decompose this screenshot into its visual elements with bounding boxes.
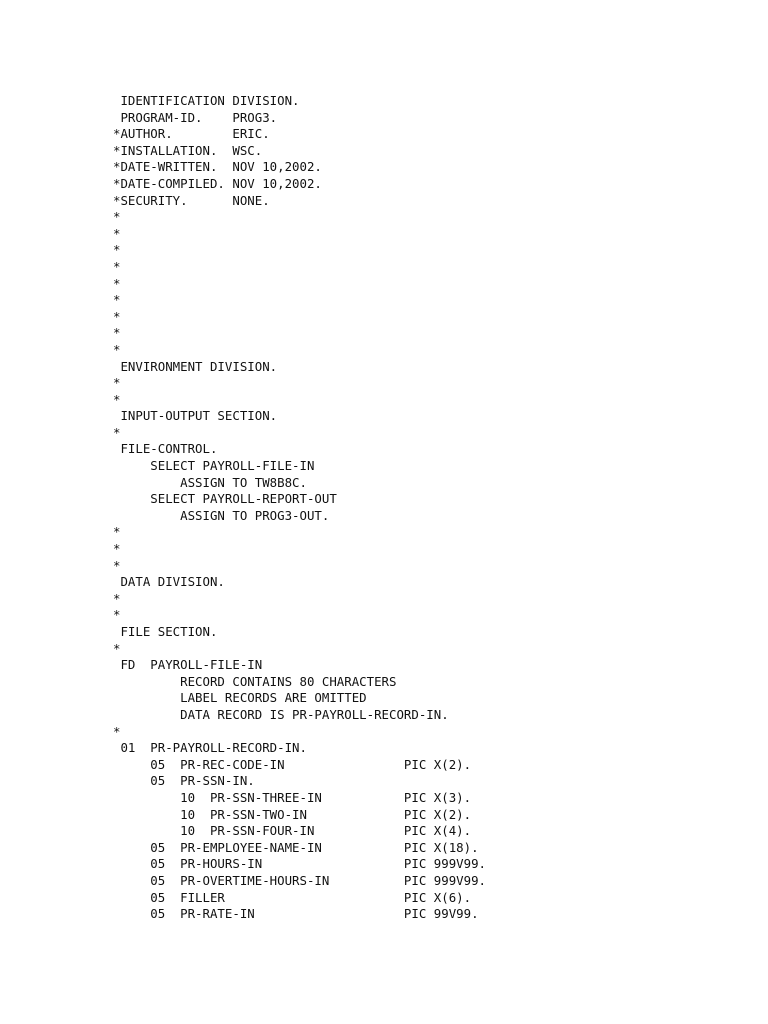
code-line: * [113, 590, 121, 606]
code-line: ASSIGN TO TW8B8C. [113, 474, 307, 490]
code-line: RECORD CONTAINS 80 CHARACTERS [113, 673, 397, 689]
code-line: 05 PR-EMPLOYEE-NAME-IN PIC X(18). [113, 839, 479, 855]
code-line: * [113, 607, 121, 623]
code-line: * [113, 258, 121, 274]
code-line: 10 PR-SSN-TWO-IN PIC X(2). [113, 806, 472, 822]
code-line: 05 FILLER PIC X(6). [113, 889, 472, 905]
code-line: * [113, 424, 121, 440]
code-line: *DATE-WRITTEN. NOV 10,2002. [113, 159, 322, 175]
code-line: *SECURITY. NONE. [113, 192, 270, 208]
code-line: *INSTALLATION. WSC. [113, 142, 263, 158]
code-line: * [113, 325, 121, 341]
code-line: *AUTHOR. ERIC. [113, 126, 270, 142]
code-line: 01 PR-PAYROLL-RECORD-IN. [113, 740, 307, 756]
code-line: 10 PR-SSN-FOUR-IN PIC X(4). [113, 823, 472, 839]
code-line: INPUT-OUTPUT SECTION. [113, 408, 278, 424]
code-line: * [113, 640, 121, 656]
code-line: ASSIGN TO PROG3-OUT. [113, 507, 330, 523]
code-line: * [113, 391, 121, 407]
code-line: * [113, 308, 121, 324]
code-line: FILE-CONTROL. [113, 441, 218, 457]
code-line: 05 PR-RATE-IN PIC 99V99. [113, 906, 479, 922]
code-line: PROGRAM-ID. PROG3. [113, 109, 278, 125]
code-line: 05 PR-SSN-IN. [113, 773, 255, 789]
code-line: FD PAYROLL-FILE-IN [113, 657, 263, 673]
code-line: * [113, 225, 121, 241]
code-line: SELECT PAYROLL-FILE-IN [113, 458, 315, 474]
code-line: DATA DIVISION. [113, 574, 225, 590]
code-line: * [113, 524, 121, 540]
code-line: FILE SECTION. [113, 624, 218, 639]
code-line: * [113, 292, 121, 308]
code-line: IDENTIFICATION DIVISION. [113, 93, 300, 108]
code-line: * [113, 723, 121, 739]
code-listing [113, 93, 753, 923]
code-line: LABEL RECORDS ARE OMITTED [113, 690, 367, 706]
code-line: 05 PR-REC-CODE-IN PIC X(2). [113, 756, 472, 772]
code-line: *DATE-COMPILED. NOV 10,2002. [113, 175, 322, 191]
code-line: * [113, 275, 121, 291]
code-line: * [113, 541, 121, 557]
code-line: 05 PR-OVERTIME-HOURS-IN PIC 999V99. [113, 872, 486, 888]
code-line: * [113, 375, 121, 391]
code-line: * [113, 242, 121, 258]
code-line: SELECT PAYROLL-REPORT-OUT [113, 491, 337, 507]
code-line: 05 PR-HOURS-IN PIC 999V99. [113, 856, 486, 872]
code-line: * [113, 209, 121, 225]
code-line: * [113, 557, 121, 573]
code-line: ENVIRONMENT DIVISION. [113, 358, 278, 374]
code-line: * [113, 341, 121, 357]
code-line: DATA RECORD IS PR-PAYROLL-RECORD-IN. [113, 706, 449, 722]
code-line: 10 PR-SSN-THREE-IN PIC X(3). [113, 789, 472, 805]
